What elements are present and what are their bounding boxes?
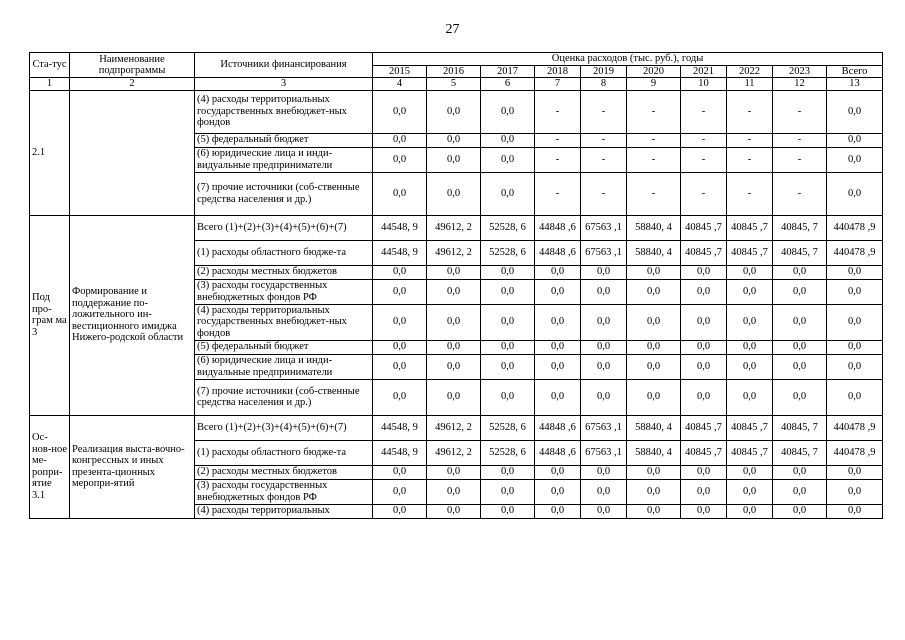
value-cell: 52528, 6 (481, 215, 535, 240)
value-cell: 0,0 (373, 340, 427, 354)
value-cell: 0,0 (681, 354, 727, 379)
value-cell: 0,0 (627, 340, 681, 354)
funding-source-cell: (4) расходы территориальных государственных внебюджет-ных фондов (195, 90, 373, 133)
value-cell: 0,0 (427, 265, 481, 279)
value-cell: 0,0 (481, 133, 535, 147)
value-cell: 52528, 6 (481, 440, 535, 465)
program-name-cell (70, 90, 195, 215)
value-cell: 0,0 (535, 379, 581, 415)
year-header: 2016 (427, 65, 481, 78)
value-cell: 0,0 (481, 379, 535, 415)
value-cell: 0,0 (373, 133, 427, 147)
value-cell: 0,0 (535, 504, 581, 518)
value-cell: 40845, 7 (773, 440, 827, 465)
value-cell: 49612, 2 (427, 440, 481, 465)
value-cell: 0,0 (681, 479, 727, 504)
value-cell: 40845, 7 (773, 240, 827, 265)
value-cell: 0,0 (827, 479, 883, 504)
value-cell: 40845 ,7 (681, 415, 727, 440)
value-cell: 0,0 (627, 479, 681, 504)
value-cell: 0,0 (427, 354, 481, 379)
year-header: 2018 (535, 65, 581, 78)
column-number: 2 (70, 78, 195, 91)
value-cell: 40845 ,7 (681, 215, 727, 240)
value-cell: 0,0 (773, 354, 827, 379)
column-number: 13 (827, 78, 883, 91)
value-cell: 0,0 (627, 465, 681, 479)
status-cell: Под про-грам ма 3 (30, 215, 70, 415)
column-number: 6 (481, 78, 535, 91)
value-cell: 0,0 (581, 465, 627, 479)
value-cell: 0,0 (727, 340, 773, 354)
value-cell: 44848 ,6 (535, 415, 581, 440)
value-cell: 40845 ,7 (681, 440, 727, 465)
value-cell: 40845, 7 (773, 215, 827, 240)
funding-source-cell: (3) расходы государственных внебюджетных фондов РФ (195, 479, 373, 504)
value-cell: 40845, 7 (773, 415, 827, 440)
value-cell: - (535, 147, 581, 172)
value-cell: 0,0 (481, 304, 535, 340)
header-row-1 (30, 53, 883, 66)
column-number: 1 (30, 78, 70, 91)
value-cell: 0,0 (627, 504, 681, 518)
value-cell: 0,0 (373, 265, 427, 279)
column-number: 12 (773, 78, 827, 91)
funding-source-cell: (7) прочие источники (соб-ственные средства населения и др.) (195, 172, 373, 215)
value-cell: 0,0 (681, 465, 727, 479)
value-cell: 0,0 (535, 340, 581, 354)
value-cell: 40845 ,7 (727, 215, 773, 240)
value-cell: 0,0 (627, 279, 681, 304)
value-cell: 0,0 (827, 354, 883, 379)
value-cell: 44848 ,6 (535, 440, 581, 465)
value-cell: 52528, 6 (481, 415, 535, 440)
status-cell: Ос-нов-ное ме-ропри-ятие 3.1 (30, 415, 70, 518)
year-header: 2017 (481, 65, 535, 78)
value-cell: 0,0 (373, 90, 427, 133)
table-row (30, 215, 883, 240)
value-cell: 0,0 (481, 479, 535, 504)
value-cell: 49612, 2 (427, 415, 481, 440)
value-cell: 0,0 (627, 265, 681, 279)
value-cell: - (773, 172, 827, 215)
funding-source-cell: (2) расходы местных бюджетов (195, 265, 373, 279)
value-cell: 40845 ,7 (727, 240, 773, 265)
value-cell: 0,0 (773, 479, 827, 504)
value-cell: 0,0 (427, 304, 481, 340)
value-cell: 0,0 (681, 265, 727, 279)
value-cell: 0,0 (481, 354, 535, 379)
value-cell: 0,0 (827, 504, 883, 518)
value-cell: 0,0 (481, 504, 535, 518)
value-cell: - (627, 90, 681, 133)
value-cell: 0,0 (727, 304, 773, 340)
value-cell: 0,0 (827, 265, 883, 279)
column-number: 8 (581, 78, 627, 91)
value-cell: 440478 ,9 (827, 215, 883, 240)
program-name-cell: Формирование и поддержание по-ложительного ин-вестиционного имиджа Нижего-родской области (70, 215, 195, 415)
value-cell: - (627, 133, 681, 147)
value-cell: 40845 ,7 (727, 415, 773, 440)
table-row (30, 90, 883, 133)
value-cell: 0,0 (373, 304, 427, 340)
value-cell: 0,0 (427, 504, 481, 518)
value-cell: 0,0 (481, 172, 535, 215)
value-cell: 0,0 (535, 265, 581, 279)
value-cell: 0,0 (373, 504, 427, 518)
value-cell: 0,0 (427, 90, 481, 133)
funding-source-cell: (1) расходы областного бюдже-та (195, 440, 373, 465)
column-number: 11 (727, 78, 773, 91)
value-cell: 0,0 (427, 340, 481, 354)
value-cell: - (681, 147, 727, 172)
value-cell: 0,0 (773, 340, 827, 354)
value-cell: 67563 ,1 (581, 415, 627, 440)
header-status: Ста-тус (30, 53, 70, 78)
value-cell: 0,0 (581, 504, 627, 518)
value-cell: 67563 ,1 (581, 240, 627, 265)
value-cell: 0,0 (427, 133, 481, 147)
funding-source-cell: Всего (1)+(2)+(3)+(4)+(5)+(6)+(7) (195, 215, 373, 240)
value-cell: 49612, 2 (427, 215, 481, 240)
value-cell: - (727, 90, 773, 133)
value-cell: 0,0 (727, 279, 773, 304)
value-cell: - (627, 172, 681, 215)
value-cell: 0,0 (681, 304, 727, 340)
value-cell: 0,0 (535, 465, 581, 479)
value-cell: 0,0 (373, 279, 427, 304)
funding-source-cell: (3) расходы государственных внебюджетных фондов РФ (195, 279, 373, 304)
column-number: 9 (627, 78, 681, 91)
value-cell: 40845 ,7 (727, 440, 773, 465)
value-cell: 0,0 (681, 379, 727, 415)
value-cell: 0,0 (727, 354, 773, 379)
value-cell: 440478 ,9 (827, 415, 883, 440)
value-cell: 49612, 2 (427, 240, 481, 265)
value-cell: 67563 ,1 (581, 440, 627, 465)
funding-source-cell: (6) юридические лица и инди-видуальные предприниматели (195, 354, 373, 379)
value-cell: 0,0 (481, 465, 535, 479)
value-cell: 0,0 (773, 304, 827, 340)
year-header: 2022 (727, 65, 773, 78)
column-number: 7 (535, 78, 581, 91)
value-cell: 0,0 (481, 340, 535, 354)
value-cell: 0,0 (373, 379, 427, 415)
value-cell: 0,0 (681, 340, 727, 354)
value-cell: - (727, 147, 773, 172)
value-cell: 0,0 (535, 354, 581, 379)
funding-source-cell: (7) прочие источники (соб-ственные средства населения и др.) (195, 379, 373, 415)
value-cell: - (681, 90, 727, 133)
funding-source-cell: (4) расходы территориальных государственных внебюджет-ных фондов (195, 304, 373, 340)
column-number: 4 (373, 78, 427, 91)
column-number: 5 (427, 78, 481, 91)
funding-source-cell: (1) расходы областного бюдже-та (195, 240, 373, 265)
year-header: 2020 (627, 65, 681, 78)
funding-source-cell: (4) расходы территориальных (195, 504, 373, 518)
program-name-cell: Реализация выста-вочно-конгрессных и иных презента-ционных меропри-ятий (70, 415, 195, 518)
value-cell: - (681, 133, 727, 147)
value-cell: 0,0 (773, 504, 827, 518)
value-cell: - (581, 133, 627, 147)
value-cell: 0,0 (773, 465, 827, 479)
value-cell: - (773, 133, 827, 147)
value-cell: 0,0 (581, 379, 627, 415)
value-cell: 0,0 (373, 465, 427, 479)
value-cell: 0,0 (627, 354, 681, 379)
value-cell: 44548, 9 (373, 415, 427, 440)
column-number: 10 (681, 78, 727, 91)
value-cell: 0,0 (773, 379, 827, 415)
header-column-numbers-row (30, 78, 883, 91)
value-cell: 0,0 (827, 133, 883, 147)
funding-source-cell: (2) расходы местных бюджетов (195, 465, 373, 479)
value-cell: 0,0 (827, 340, 883, 354)
value-cell: 0,0 (535, 479, 581, 504)
value-cell: - (581, 147, 627, 172)
value-cell: 0,0 (427, 279, 481, 304)
year-header: Всего (827, 65, 883, 78)
value-cell: - (535, 172, 581, 215)
value-cell: 0,0 (481, 265, 535, 279)
value-cell: 0,0 (773, 279, 827, 304)
column-number: 3 (195, 78, 373, 91)
value-cell: 0,0 (827, 172, 883, 215)
value-cell: 0,0 (827, 279, 883, 304)
value-cell: 0,0 (373, 147, 427, 172)
value-cell: 52528, 6 (481, 240, 535, 265)
value-cell: 58840, 4 (627, 440, 681, 465)
value-cell: 0,0 (373, 172, 427, 215)
header-name: Наименование подпрограммы (70, 53, 195, 78)
value-cell: - (727, 172, 773, 215)
page-number: 27 (445, 22, 460, 37)
value-cell: 44548, 9 (373, 240, 427, 265)
value-cell: 0,0 (427, 147, 481, 172)
value-cell: 0,0 (373, 354, 427, 379)
value-cell: - (581, 172, 627, 215)
value-cell: 0,0 (373, 479, 427, 504)
value-cell: 0,0 (727, 265, 773, 279)
value-cell: 58840, 4 (627, 240, 681, 265)
value-cell: 0,0 (627, 304, 681, 340)
value-cell: 0,0 (427, 379, 481, 415)
funding-source-cell: (5) федеральный бюджет (195, 340, 373, 354)
value-cell: 0,0 (581, 340, 627, 354)
value-cell: 0,0 (481, 90, 535, 133)
value-cell: 0,0 (827, 304, 883, 340)
value-cell: 440478 ,9 (827, 440, 883, 465)
value-cell: 0,0 (827, 379, 883, 415)
header-estimate: Оценка расходов (тыс. руб.), годы (373, 53, 883, 66)
value-cell: 0,0 (827, 465, 883, 479)
value-cell: 0,0 (427, 172, 481, 215)
status-cell: 2.1 (30, 90, 70, 215)
year-header: 2023 (773, 65, 827, 78)
value-cell: 0,0 (581, 354, 627, 379)
funding-source-cell: Всего (1)+(2)+(3)+(4)+(5)+(6)+(7) (195, 415, 373, 440)
value-cell: - (627, 147, 681, 172)
value-cell: 0,0 (535, 304, 581, 340)
value-cell: - (681, 172, 727, 215)
value-cell: 67563 ,1 (581, 215, 627, 240)
funding-source-cell: (5) федеральный бюджет (195, 133, 373, 147)
value-cell: - (773, 90, 827, 133)
year-header: 2021 (681, 65, 727, 78)
value-cell: - (581, 90, 627, 133)
value-cell: 44848 ,6 (535, 215, 581, 240)
value-cell: 58840, 4 (627, 215, 681, 240)
value-cell: - (535, 133, 581, 147)
value-cell: 0,0 (727, 504, 773, 518)
value-cell: 0,0 (581, 479, 627, 504)
value-cell: 0,0 (773, 265, 827, 279)
value-cell: 44848 ,6 (535, 240, 581, 265)
year-header: 2015 (373, 65, 427, 78)
value-cell: 0,0 (427, 479, 481, 504)
budget-table (29, 52, 883, 519)
value-cell: 440478 ,9 (827, 240, 883, 265)
value-cell: 0,0 (481, 147, 535, 172)
value-cell: - (727, 133, 773, 147)
value-cell: 0,0 (681, 279, 727, 304)
value-cell: 44548, 9 (373, 440, 427, 465)
value-cell: 0,0 (581, 304, 627, 340)
value-cell: 40845 ,7 (681, 240, 727, 265)
value-cell: 44548, 9 (373, 215, 427, 240)
value-cell: 0,0 (581, 279, 627, 304)
value-cell: 0,0 (827, 90, 883, 133)
value-cell: 0,0 (727, 479, 773, 504)
value-cell: 0,0 (535, 279, 581, 304)
value-cell: 58840, 4 (627, 415, 681, 440)
year-header: 2019 (581, 65, 627, 78)
value-cell: 0,0 (581, 265, 627, 279)
value-cell: 0,0 (481, 279, 535, 304)
value-cell: - (773, 147, 827, 172)
value-cell: 0,0 (727, 465, 773, 479)
value-cell: 0,0 (727, 379, 773, 415)
funding-source-cell: (6) юридические лица и инди-видуальные предприниматели (195, 147, 373, 172)
value-cell: 0,0 (427, 465, 481, 479)
value-cell: 0,0 (627, 379, 681, 415)
value-cell: 0,0 (827, 147, 883, 172)
value-cell: 0,0 (681, 504, 727, 518)
value-cell: - (535, 90, 581, 133)
table-row (30, 415, 883, 440)
header-sources: Источники финансирования (195, 53, 373, 78)
